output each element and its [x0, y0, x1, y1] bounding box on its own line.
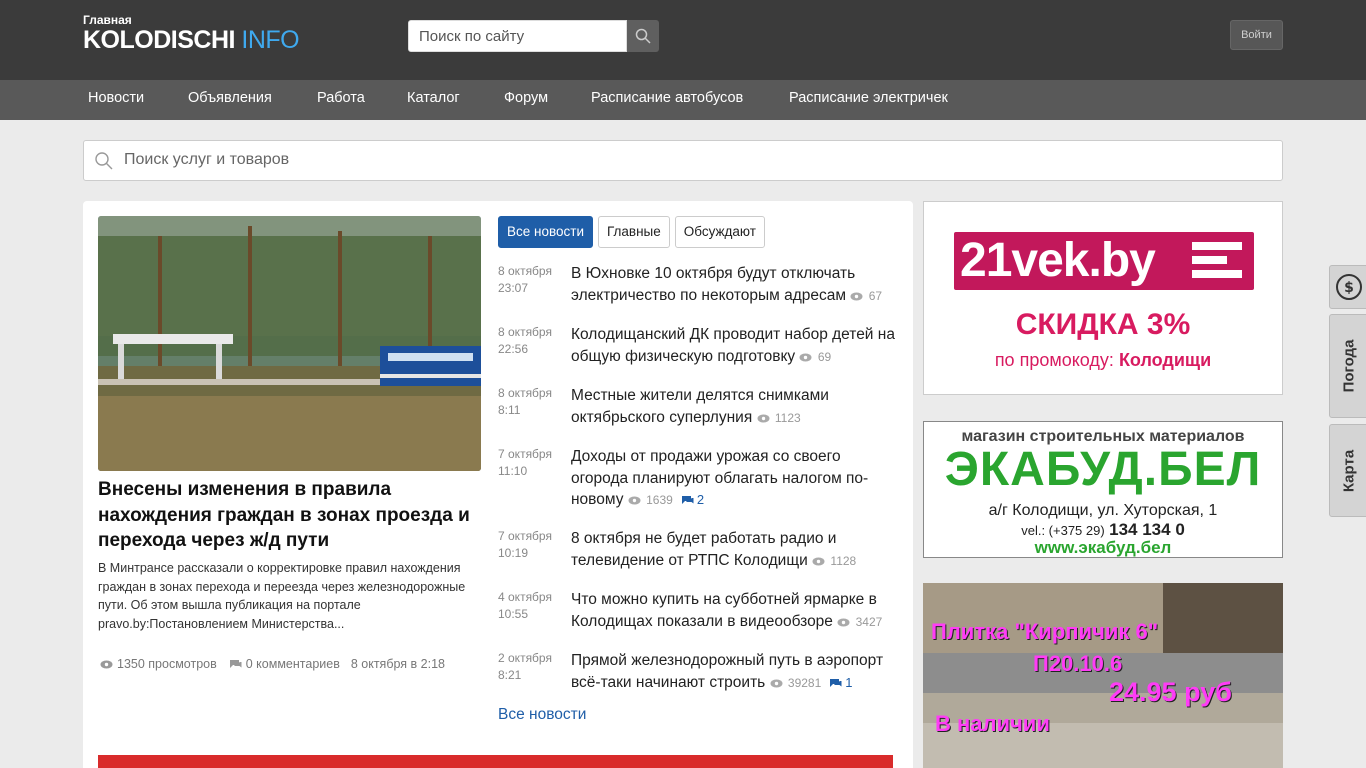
main-nav — [0, 80, 1366, 120]
map-side-tab[interactable] — [1329, 424, 1366, 517]
ad-banner-21vek[interactable] — [923, 201, 1283, 395]
featured-comments[interactable] — [229, 657, 340, 671]
ad-ekabud-phone: vel.: (+375 29) 134 134 0 — [1021, 520, 1185, 539]
weather-tab-label: Погода — [1340, 339, 1358, 393]
tab-main[interactable]: Главные — [598, 216, 670, 248]
comments-icon — [681, 495, 694, 505]
ad-ekabud-address: а/г Колодищи, ул. Хуторская, 1 — [988, 502, 1218, 519]
nav-item-train-schedule[interactable]: Расписание электричек — [789, 90, 948, 106]
services-search-field[interactable] — [83, 140, 1283, 181]
news-date: 4 октября 10:55 — [498, 590, 552, 621]
news-views: 39281 — [770, 676, 822, 690]
ad-tiles-price: 24.95 руб — [1109, 677, 1232, 707]
eye-icon — [757, 414, 770, 423]
news-date: 8 октября 22:56 — [498, 325, 552, 356]
site-search — [408, 20, 659, 52]
site-logo[interactable] — [83, 13, 299, 53]
ad-21vek-brand: 21vek.by — [960, 234, 1155, 287]
ad-21vek-headline: СКИДКА 3% — [1015, 308, 1191, 341]
ad-banner-ekabud[interactable] — [923, 421, 1283, 558]
news-comments[interactable]: 1 — [829, 675, 852, 690]
eye-icon — [812, 557, 825, 566]
news-title[interactable]: 8 октября не будет работать радио и телевидение от РТПС Колодищи 1128 — [571, 530, 857, 569]
news-views: 69 — [799, 350, 831, 364]
ad-21vek-stripes — [1192, 242, 1242, 278]
ad-21vek-promo: по промокоду: Колодищи — [994, 350, 1212, 370]
svg-text:$: $ — [1344, 280, 1354, 296]
featured-views — [100, 657, 217, 671]
ad-tiles-line1: Плитка "Кирпичик 6" — [931, 619, 1159, 644]
site-search-button[interactable] — [627, 20, 659, 52]
news-date: 2 октября 8:21 — [498, 651, 552, 682]
news-views: 1639 — [628, 493, 673, 507]
red-banner[interactable] — [98, 755, 893, 768]
map-tab-label: Карта — [1340, 449, 1358, 492]
search-icon — [635, 28, 651, 44]
news-title[interactable]: Прямой железнодорожный путь в аэропорт всё-таки начинают строить 39281 1 — [571, 652, 884, 691]
news-title[interactable]: Доходы от продажи урожая со своего огорода планируют облагать налогом по-новому 1639 2 — [571, 448, 869, 508]
currency-side-tab[interactable] — [1329, 265, 1366, 309]
ad-ekabud-brand: ЭКАБУД.БЕЛ — [944, 443, 1262, 496]
search-icon — [94, 151, 114, 171]
news-date: 8 октября 8:11 — [498, 386, 552, 417]
site-search-input[interactable] — [408, 20, 627, 52]
tab-discussed[interactable]: Обсуждают — [675, 216, 765, 248]
ad-banner-tiles[interactable] — [923, 583, 1283, 768]
ad-tiles-line2: П20.10.6 — [1033, 651, 1123, 676]
featured-views-count: 1350 просмотров — [117, 657, 217, 671]
eye-icon — [850, 292, 863, 301]
nav-item-bus-schedule[interactable]: Расписание автобусов — [591, 90, 744, 106]
news-date: 7 октября 11:10 — [498, 447, 552, 478]
nav-item-catalog[interactable]: Каталог — [407, 90, 460, 106]
news-title[interactable]: В Юхновке 10 октября будут отключать электричество по некоторым адресам 67 — [571, 265, 883, 304]
nav-item-jobs[interactable]: Работа — [317, 90, 365, 106]
ad-ekabud-url: www.экабуд.бел — [1034, 538, 1172, 557]
currency-icon — [1335, 273, 1363, 301]
ad-ekabud-top: магазин строительных материалов — [961, 428, 1245, 445]
news-views: 3427 — [837, 615, 882, 629]
news-title[interactable]: Местные жители делятся снимками октябрьского суперлуния 1123 — [571, 387, 829, 426]
logo-text[interactable]: KOLODISCHI INFO — [83, 26, 300, 54]
ad-tiles-stock: В наличии — [935, 711, 1050, 736]
news-date: 7 октября 10:19 — [498, 529, 552, 560]
eye-icon — [799, 353, 812, 362]
featured-comments-count[interactable]: 0 комментариев — [245, 657, 340, 671]
eye-icon — [628, 496, 641, 505]
news-title[interactable]: Колодищанский ДК проводит набор детей на общую физическую подготовку 69 — [571, 326, 895, 365]
news-views: 1123 — [757, 411, 801, 425]
news-comments[interactable]: 2 — [681, 492, 704, 507]
weather-side-tab[interactable] — [1329, 314, 1366, 418]
nav-item-news[interactable]: Новости — [88, 90, 145, 106]
news-views: 1128 — [812, 554, 856, 568]
featured-news-image[interactable] — [98, 216, 481, 471]
eye-icon — [837, 618, 850, 627]
news-date: 8 октября 23:07 — [498, 264, 552, 295]
login-button[interactable]: Войти — [1230, 20, 1283, 50]
top-bar — [0, 0, 1366, 80]
featured-date: 8 октября в 2:18 — [350, 657, 445, 671]
featured-news-meta — [100, 657, 445, 671]
featured-news-excerpt: В Минтрансе рассказали о корректировке правил нахождения граждан в зонах перехода и переезда через железнодорожные пути. Об этом вышла публикация на портале pravo.by:Постановлением Министерства... — [98, 561, 466, 631]
comments-icon — [229, 659, 242, 669]
comments-icon — [829, 678, 842, 688]
services-search-placeholder: Поиск услуг и товаров — [124, 151, 290, 168]
featured-news-title[interactable]: Внесены изменения в правила нахождения граждан в зонах проезда и перехода через ж/д пути — [98, 479, 470, 551]
nav-item-forum[interactable]: Форум — [504, 90, 549, 106]
logo-home-label[interactable]: Главная — [83, 13, 132, 27]
eye-icon — [100, 660, 113, 669]
tab-all-news[interactable]: Все новости — [498, 216, 593, 248]
news-tabs — [498, 216, 770, 248]
nav-item-ads[interactable]: Объявления — [188, 90, 272, 106]
eye-icon — [770, 679, 783, 688]
news-views: 67 — [850, 289, 882, 303]
all-news-link[interactable]: Все новости — [498, 706, 587, 723]
news-title[interactable]: Что можно купить на субботней ярмарке в Колодищах показали в видеообзоре 3427 — [571, 591, 883, 630]
